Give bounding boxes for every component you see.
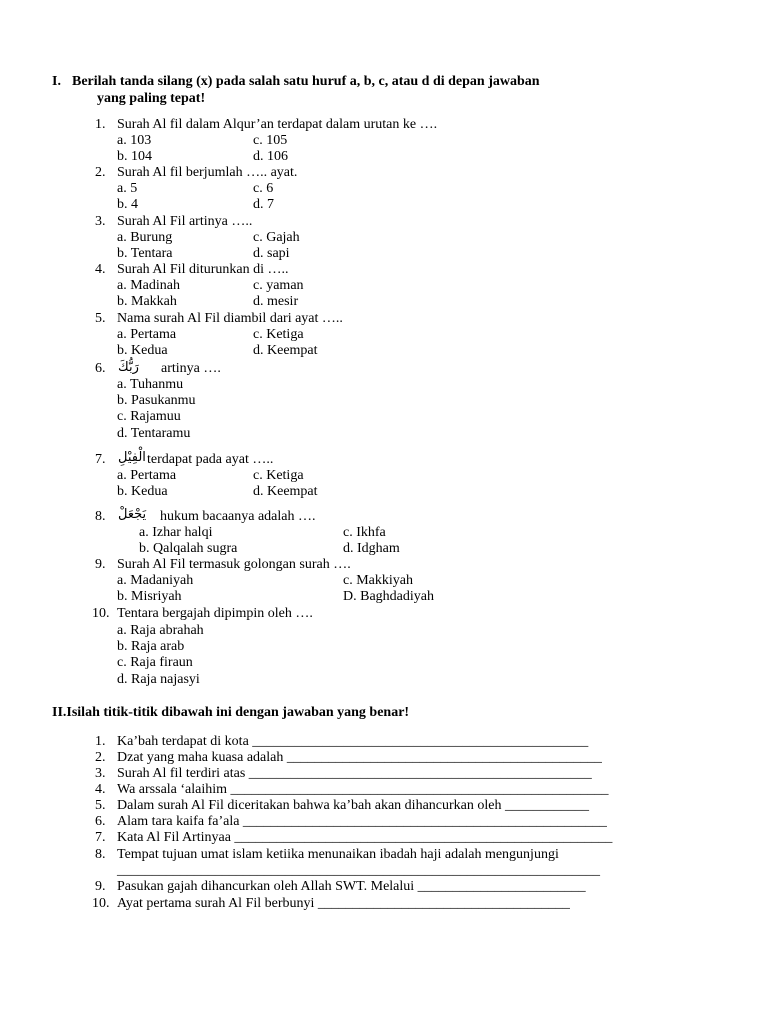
option-d: d. 106 — [253, 149, 288, 164]
question-number: 7. — [95, 452, 106, 467]
fill-item-number: 2. — [95, 750, 106, 765]
fill-item-text: Ayat pertama surah Al Fil berbunyi ____________________________________ — [117, 896, 570, 911]
question-number: 9. — [95, 557, 106, 572]
fill-item-text: Dzat yang maha kuasa adalah _____________________________________________ — [117, 750, 602, 765]
option-c: c. 6 — [253, 181, 274, 196]
arabic-word: رَبُّكَ — [118, 360, 139, 375]
option-a: a. Tuhanmu — [117, 377, 184, 392]
option-a: a. 5 — [117, 181, 138, 196]
option-a: a. Madinah — [117, 278, 180, 293]
option-c: c. Gajah — [253, 230, 300, 245]
question-number: 10. — [92, 606, 110, 621]
option-b: b. Raja arab — [117, 639, 185, 654]
question-text: Surah Al Fil artinya ….. — [117, 214, 253, 229]
option-b: b. Makkah — [117, 294, 177, 309]
option-d: D. Baghdadiyah — [343, 589, 434, 604]
option-d: d. mesir — [253, 294, 299, 309]
fill-item-number: 4. — [95, 782, 106, 797]
option-a: a. Burung — [117, 230, 173, 245]
option-a: a. Raja abrahah — [117, 623, 204, 638]
question-number: 3. — [95, 214, 106, 229]
fill-item-text: Surah Al fil terdiri atas _________________________________________________ — [117, 766, 592, 781]
option-a: a. Izhar halqi — [139, 525, 213, 540]
option-c: c. Makkiyah — [343, 573, 413, 588]
option-a: a. Pertama — [117, 468, 177, 483]
fill-item-text: Alam tara kaifa fa’ala ____________________________________________________ — [117, 814, 607, 829]
option-b: b. Kedua — [117, 484, 168, 499]
fill-item-text: Ka’bah terdapat di kota ________________________________________________ — [117, 734, 589, 749]
option-c: c. 105 — [253, 133, 288, 148]
option-d: d. Tentaramu — [117, 426, 191, 441]
option-c: c. yaman — [253, 278, 304, 293]
option-c: c. Raja firaun — [117, 655, 193, 670]
option-d: d. Keempat — [253, 484, 318, 499]
fill-item-text: Kata Al Fil Artinyaa ______________________________________________________ — [117, 830, 613, 845]
section1-instruction-line1: Berilah tanda silang (x) pada salah satu huruf a, b, c, atau d di depan jawaban — [72, 74, 540, 89]
fill-item-number: 8. — [95, 847, 106, 862]
option-b: b. Tentara — [117, 246, 173, 261]
option-a: a. Madaniyah — [117, 573, 194, 588]
option-d: d. 7 — [253, 197, 274, 212]
option-d: d. Idgham — [343, 541, 400, 556]
fill-item-text: Wa arssala ‘alaihim ______________________________________________________ — [117, 782, 609, 797]
fill-item-number: 5. — [95, 798, 106, 813]
question-number: 8. — [95, 509, 106, 524]
fill-item-number: 6. — [95, 814, 106, 829]
question-number: 6. — [95, 361, 106, 376]
option-b: b. 4 — [117, 197, 138, 212]
question-number: 4. — [95, 262, 106, 277]
question-text: hukum bacaanya adalah …. — [160, 509, 316, 524]
option-b: b. Pasukanmu — [117, 393, 196, 408]
option-d: d. Keempat — [253, 343, 318, 358]
question-number: 5. — [95, 311, 106, 326]
question-text: artinya …. — [161, 361, 221, 376]
fill-item-number: 10. — [92, 896, 110, 911]
section1-number: I. — [52, 74, 61, 89]
question-text: Nama surah Al Fil diambil dari ayat ….. — [117, 311, 343, 326]
question-text: Surah Al fil berjumlah ….. ayat. — [117, 165, 298, 180]
fill-item-number: 1. — [95, 734, 106, 749]
question-text: Tentara bergajah dipimpin oleh …. — [117, 606, 313, 621]
option-a: a. 103 — [117, 133, 152, 148]
option-c: c. Ikhfa — [343, 525, 386, 540]
option-d: d. sapi — [253, 246, 290, 261]
fill-item-text: Pasukan gajah dihancurkan oleh Allah SWT. Melalui ________________________ — [117, 879, 586, 894]
fill-item-text: Dalam surah Al Fil diceritakan bahwa ka’bah akan dihancurkan oleh ____________ — [117, 798, 589, 813]
question-text: Surah Al fil dalam Alqur’an terdapat dalam urutan ke …. — [117, 117, 438, 132]
section1-instruction-line2: yang paling tepat! — [97, 91, 206, 106]
arabic-word: يَجْعَلْ — [118, 507, 147, 522]
section2-instruction: II.Isilah titik-titik dibawah ini dengan jawaban yang benar! — [52, 705, 410, 720]
fill-item-number: 7. — [95, 830, 106, 845]
fill-item-text: Tempat tujuan umat islam ketiika menunaikan ibadah haji adalah mengunjungi — [117, 847, 559, 862]
option-c: c. Ketiga — [253, 327, 304, 342]
option-b: b. Misriyah — [117, 589, 182, 604]
option-b: b. Qalqalah sugra — [139, 541, 238, 556]
question-text: Surah Al Fil termasuk golongan surah …. — [117, 557, 351, 572]
question-text: Surah Al Fil diturunkan di ….. — [117, 262, 289, 277]
question-number: 1. — [95, 117, 106, 132]
option-b: b. Kedua — [117, 343, 168, 358]
question-text: terdapat pada ayat ….. — [147, 452, 274, 467]
fill-item-number: 3. — [95, 766, 106, 781]
question-number: 2. — [95, 165, 106, 180]
option-d: d. Raja najasyi — [117, 672, 200, 687]
option-a: a. Pertama — [117, 327, 177, 342]
fill-item-number: 9. — [95, 879, 106, 894]
option-b: b. 104 — [117, 149, 152, 164]
option-c: c. Rajamuu — [117, 409, 181, 424]
arabic-word: الْفِيْلِ — [118, 450, 146, 465]
option-c: c. Ketiga — [253, 468, 304, 483]
fill-item-answer-line: _____________________________________________________________________ — [117, 863, 600, 878]
